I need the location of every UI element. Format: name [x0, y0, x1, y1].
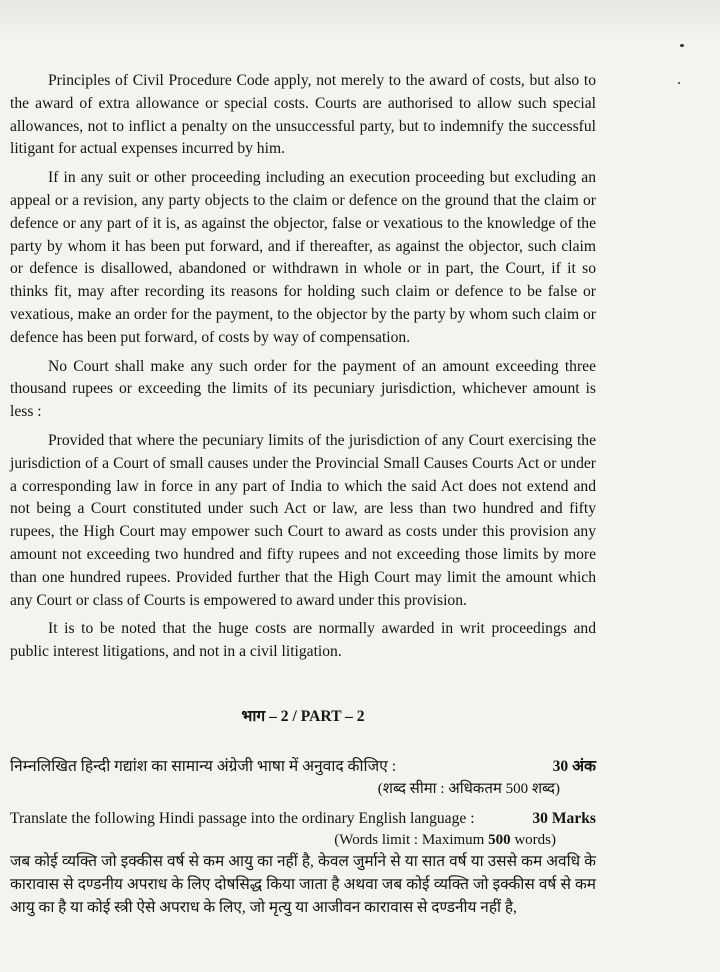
word-limit-number: 500	[488, 831, 511, 848]
hindi-passage: जब कोई व्यक्ति जो इक्कीस वर्ष से कम आयु का नहीं है, केवल जुर्माने से या सात वर्ष या उससे कम अवधि के कारावास से दण्डनीय अपराध के लिए दोषसिद्ध किया जाता है अथवा जब कोई व्यक्ति जो इक्कीस वर्ष से कम आयु का है या कोई स्त्री ऐसे अपराध के लिए, जो मृत्यु या आजीवन कारावास से दण्डनीय नहीं है,	[10, 852, 596, 916]
paragraph-proviso: Provided that where the pecuniary limits of the jurisdiction of any Court exercising the jurisdiction of a Court of small causes under the Provincial Small Causes Courts Act or under a corresponding law in force in any part of India to which the said Act does not extend and not being a Court constituted under such Act or law, are less than two hundred and fifty rupees, the High Court may empower such Court to award as costs under this provision any amount not exceeding two hundred and fifty rupees and not exceeding those limits by more than one hundred rupees. Provided further that the High Court may limit the amount which any Court or class of Courts is empowered to award under this provision.	[10, 431, 596, 609]
document-page	[10, 70, 596, 919]
page-top-shading	[0, 0, 720, 40]
paragraph-false-claims: If in any suit or other proceeding including an execution proceeding but excluding an appeal or a revision, any party objects to the claim or defence on the ground that the claim or defence or any part of it is, as against the objector, false or vexatious to the knowledge of the party by whom it has been put forward, and if thereafter, as against the objector, such claim or defence is disallowed, abandoned or withdrawn in whole or in part, the Court, if it so thinks fit, may after recording its reasons for holding such claim or defence to be false or vexatious, make an order for the payment, to the objector by the party by whom such claim or defence has been put forward, of costs by way of compensation.	[10, 169, 596, 346]
paragraph-amount-limit: No Court shall make any such order for the payment of an amount exceeding three thousand rupees or exceeding the limits of its pecuniary jurisdiction, whichever amount is less :	[10, 357, 596, 421]
word-limit-suffix: words)	[510, 831, 556, 848]
part-heading: भाग – 2 / PART – 2	[241, 707, 365, 725]
english-instruction-row	[10, 808, 596, 830]
paragraph-costs-principles: Principles of Civil Procedure Code apply, not merely to the award of costs, but also to the award of extra allowance or special costs. Courts are authorised to allow such special allowances, not to inflict a penalty on the unsuccessful party, but to indemnify the successful litigant for actual expenses incurred by him.	[10, 72, 596, 158]
paragraph-note: It is to be noted that the huge costs are normally awarded in writ proceedings and public interest litigations, and not in a civil litigation.	[10, 620, 596, 661]
scan-speck	[680, 44, 684, 47]
english-marks: 30 Marks	[532, 809, 596, 827]
hindi-marks: 30 अंक	[552, 757, 596, 775]
word-limit-prefix: (Words limit : Maximum	[334, 831, 489, 848]
hindi-instruction-text: निम्नलिखित हिन्दी गद्यांश का सामान्य अंग्रेजी भाषा में अनुवाद कीजिए :	[10, 757, 397, 775]
english-word-limit	[10, 830, 596, 850]
english-instruction-text: Translate the following Hindi passage into the ordinary English language :	[10, 809, 475, 827]
hindi-word-limit: (शब्द सीमा : अधिकतम 500 शब्द)	[377, 780, 560, 797]
scan-speck	[678, 82, 680, 84]
hindi-instruction-row	[10, 756, 596, 778]
